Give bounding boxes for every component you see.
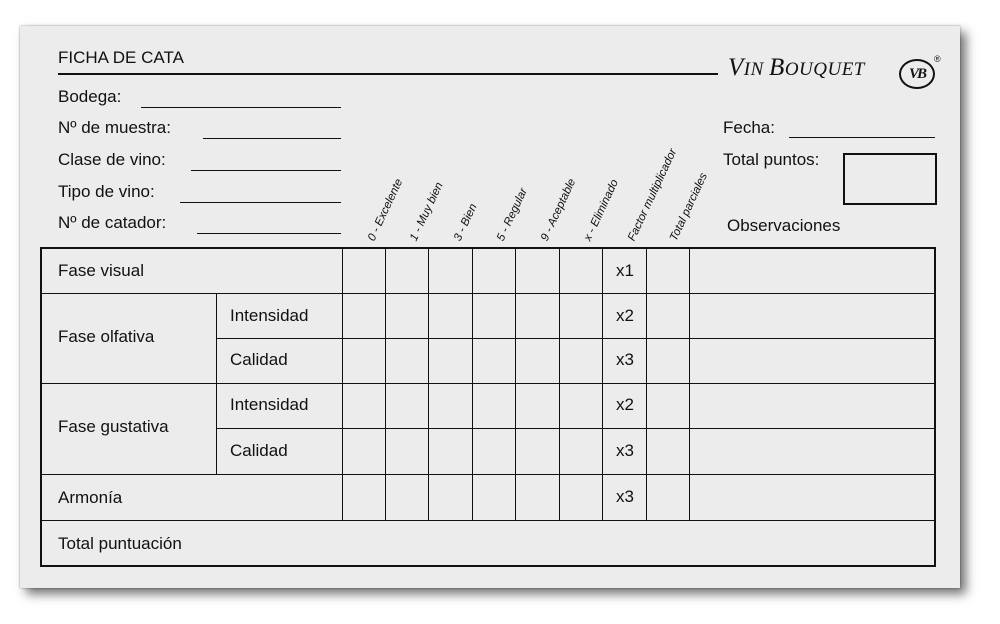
row-divider bbox=[216, 338, 934, 339]
scoring-grid bbox=[40, 247, 936, 567]
total-puntos-label: Total puntos: bbox=[723, 150, 820, 169]
factor-armonia: x3 bbox=[616, 487, 634, 506]
col-divider bbox=[472, 249, 473, 520]
tipo-label: Tipo de vino: bbox=[58, 182, 155, 201]
factor-gustativa-intensidad: x2 bbox=[616, 395, 634, 414]
col-divider bbox=[646, 249, 647, 520]
fecha-label: Fecha: bbox=[723, 118, 775, 137]
form-title: FICHA DE CATA bbox=[58, 48, 184, 67]
row-divider bbox=[42, 293, 934, 294]
catador-label: Nº de catador: bbox=[58, 213, 167, 232]
row-label-total-puntuacion: Total puntuación bbox=[58, 534, 182, 553]
row-divider bbox=[216, 428, 934, 429]
tipo-field[interactable] bbox=[180, 202, 341, 203]
muestra-label: Nº de muestra: bbox=[58, 118, 171, 137]
row-label-fase-gustativa: Fase gustativa bbox=[58, 417, 169, 436]
subcategory-divider bbox=[216, 293, 217, 474]
catador-field[interactable] bbox=[197, 233, 341, 234]
col-header-aceptable: 9 - Aceptable bbox=[539, 176, 579, 244]
factor-fase-visual: x1 bbox=[616, 261, 634, 280]
muestra-field[interactable] bbox=[203, 138, 341, 139]
row-label-olfativa-intensidad: Intensidad bbox=[230, 306, 309, 325]
row-label-fase-olfativa: Fase olfativa bbox=[58, 327, 155, 346]
col-divider bbox=[342, 249, 343, 520]
row-label-armonia: Armonía bbox=[58, 488, 123, 507]
fecha-field[interactable] bbox=[789, 137, 935, 138]
col-divider bbox=[428, 249, 429, 520]
col-divider bbox=[689, 249, 690, 520]
bodega-field[interactable] bbox=[141, 107, 341, 108]
row-label-olfativa-calidad: Calidad bbox=[230, 350, 288, 369]
col-divider bbox=[385, 249, 386, 520]
total-puntos-box[interactable] bbox=[843, 153, 937, 205]
row-divider bbox=[42, 474, 934, 475]
col-divider bbox=[602, 249, 603, 520]
row-label-fase-visual: Fase visual bbox=[58, 261, 144, 280]
col-divider bbox=[559, 249, 560, 520]
clase-field[interactable] bbox=[191, 170, 341, 171]
col-header-excelente: 0 - Excelente bbox=[366, 177, 406, 244]
col-header-muy-bien: 1 - Muy bien bbox=[408, 180, 446, 244]
observaciones-label: Observaciones bbox=[727, 216, 841, 235]
row-divider bbox=[42, 383, 934, 384]
row-label-gustativa-calidad: Calidad bbox=[230, 441, 288, 460]
factor-olfativa-calidad: x3 bbox=[616, 350, 634, 369]
col-header-factor: Factor multiplicador bbox=[626, 147, 680, 244]
col-header-regular: 5 - Regular bbox=[495, 186, 530, 244]
brand-logo: VIN BOUQUET bbox=[728, 54, 865, 81]
clase-label: Clase de vino: bbox=[58, 150, 166, 169]
bodega-label: Bodega: bbox=[58, 87, 122, 106]
tasting-card bbox=[20, 26, 960, 588]
row-label-gustativa-intensidad: Intensidad bbox=[230, 395, 309, 414]
factor-olfativa-intensidad: x2 bbox=[616, 306, 634, 325]
row-divider bbox=[42, 520, 934, 521]
col-header-bien: 3 - Bien bbox=[452, 202, 480, 244]
col-header-eliminado: x - Eliminado bbox=[582, 177, 621, 244]
registered-mark: ® bbox=[934, 54, 941, 64]
brand-monogram: VB bbox=[899, 59, 935, 89]
col-divider bbox=[515, 249, 516, 520]
title-rule bbox=[58, 73, 718, 75]
col-header-total-parciales: Total parciales bbox=[668, 171, 711, 244]
factor-gustativa-calidad: x3 bbox=[616, 441, 634, 460]
